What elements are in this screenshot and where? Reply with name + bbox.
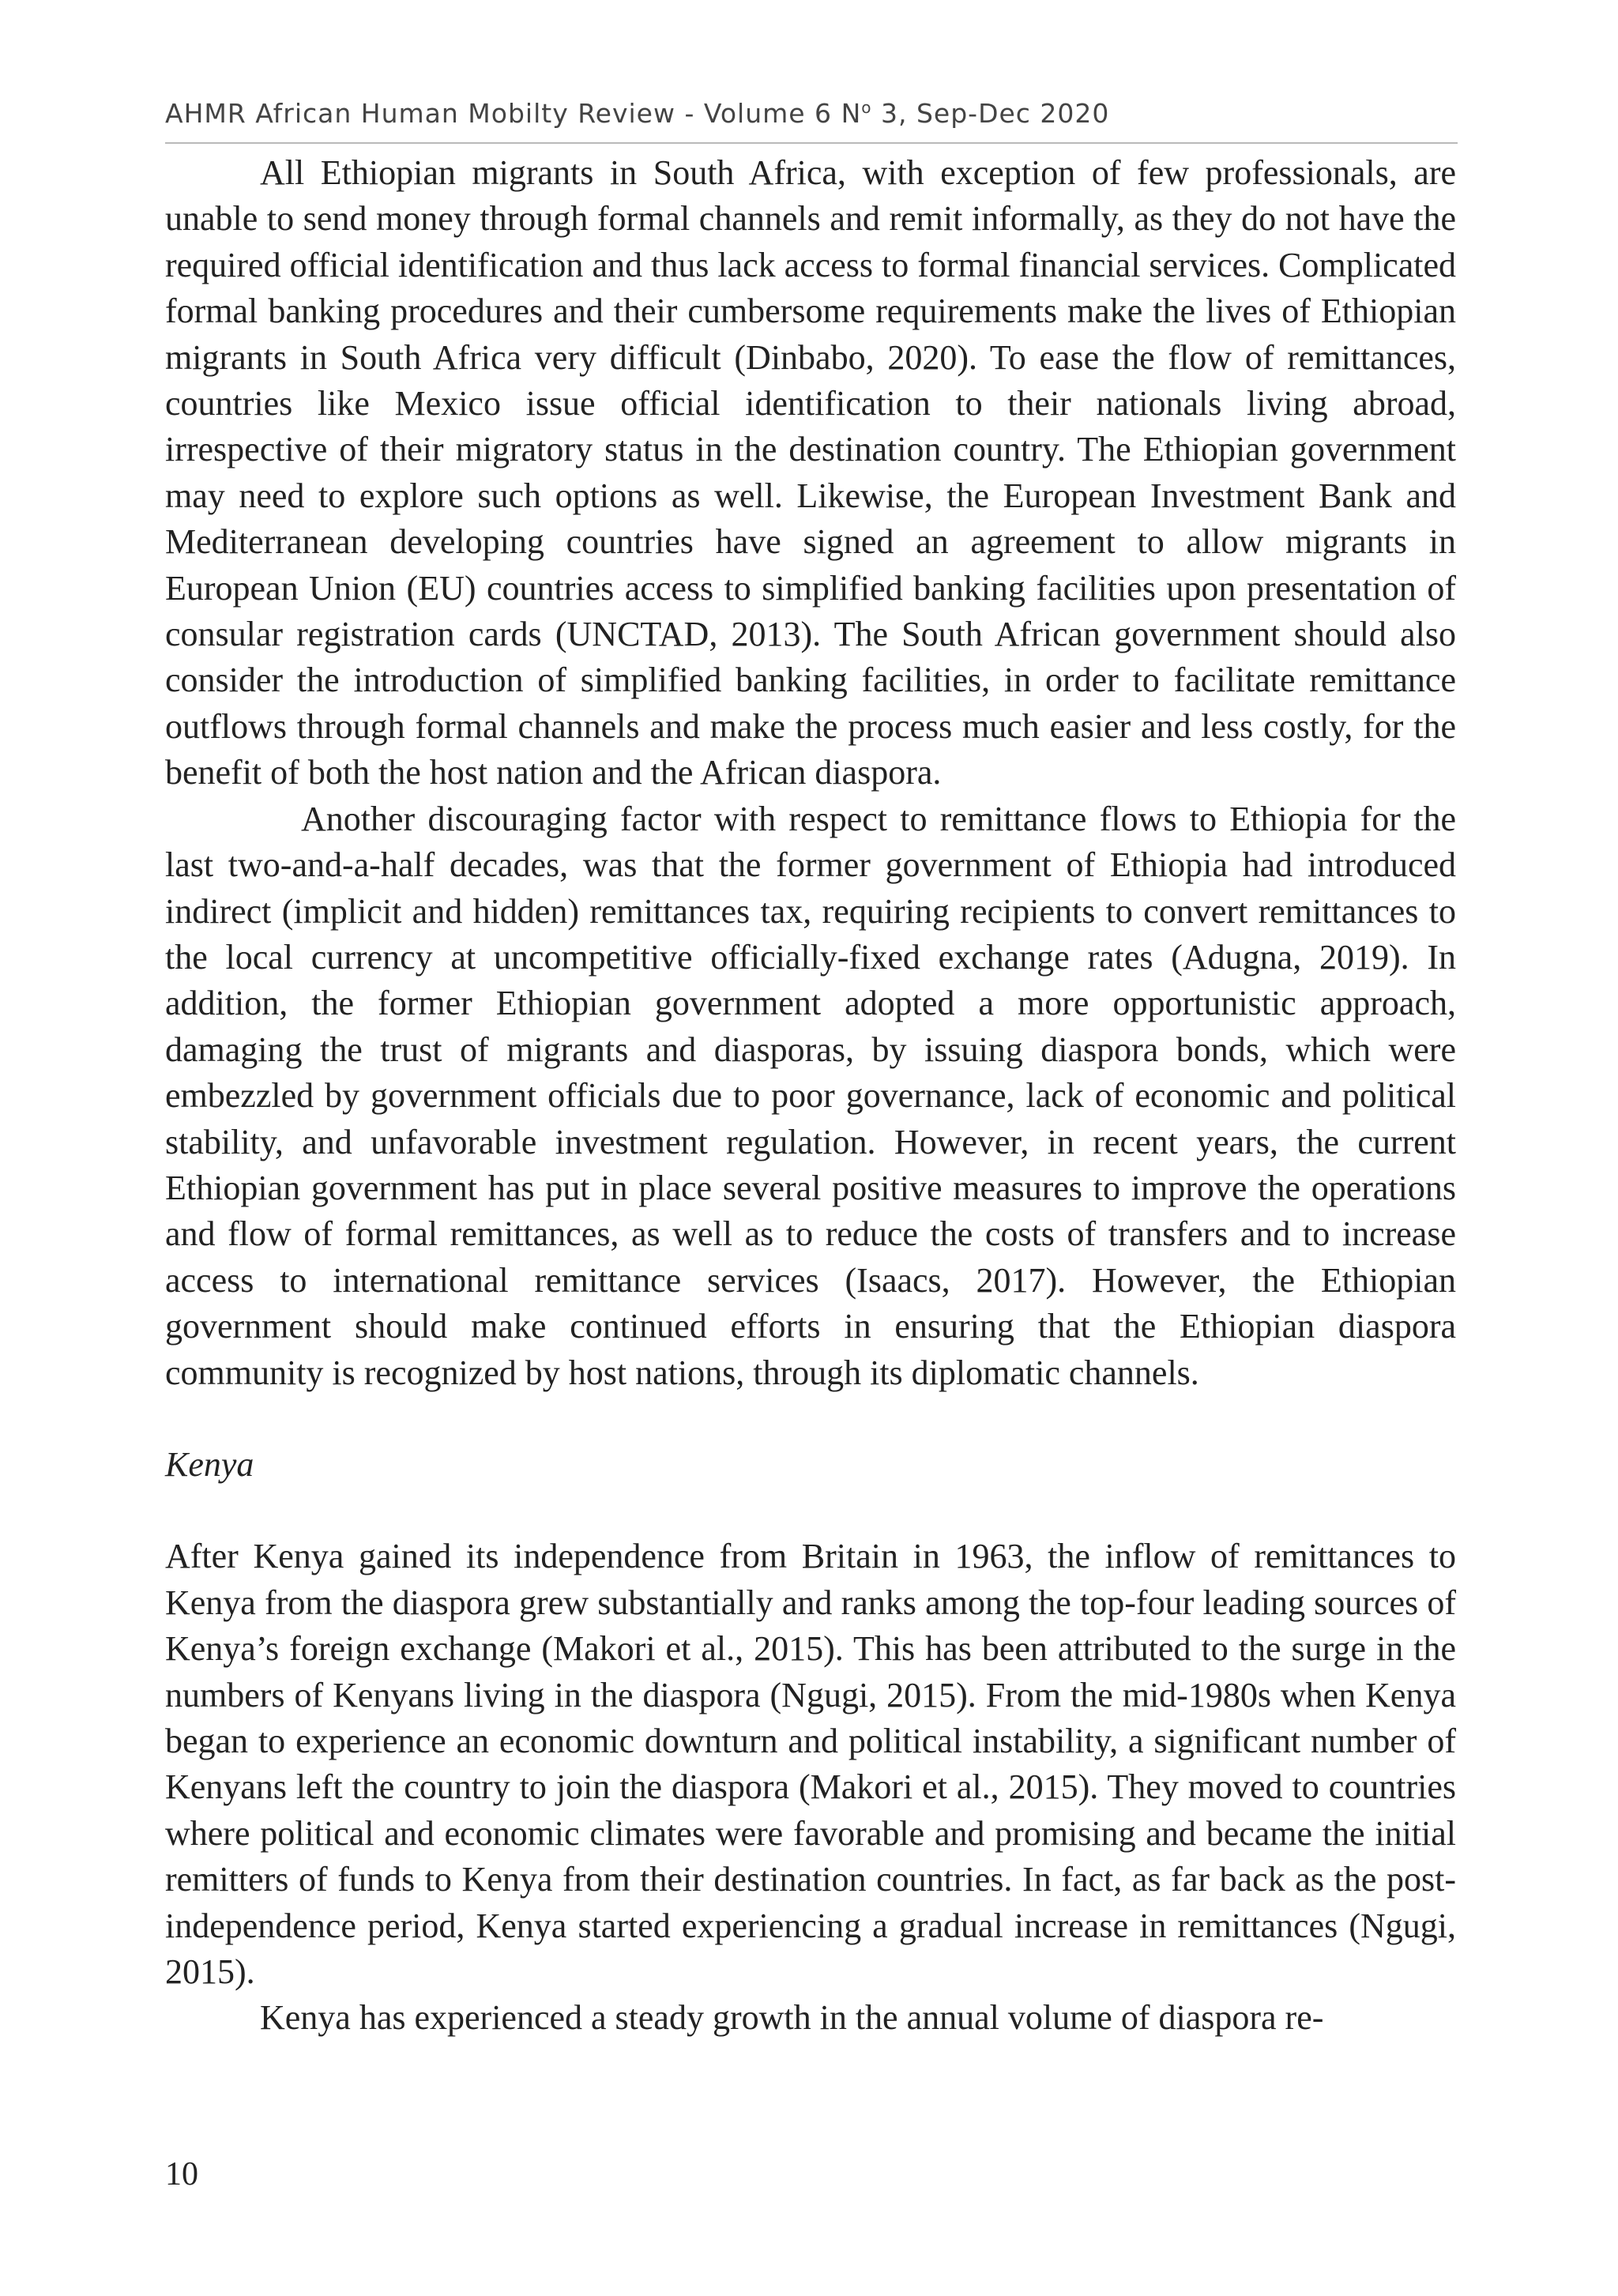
- paragraph-kenya-1: After Kenya gained its independence from Britain in 1963, the inflow of remittances to Kenya from the diaspora grew substantially and ranks among the top-four leading sources of Kenya’s foreign exchange (Makori et al., 2015). This has been attributed to the surge in the numbers of Kenyans living in the diaspora (Ngugi, 2015). From the mid-1980s when Kenya began to experience an economic downturn and political instability, a significant number of Kenyans left the country to join the diaspora (Makori et al., 2015). They moved to countries where political and economic climates were favorable and promising and became the initial remitters of funds to Kenya from their destination countries. In fact, as far back as the post-independence period, Kenya started experiencing a gradual increase in remittances (Ngugi, 2015).: [165, 1537, 1456, 1992]
- page-number: 10: [165, 2156, 198, 2192]
- running-header: [165, 98, 1458, 144]
- number-sign: $N^o$: [841, 98, 872, 129]
- paragraph-kenya-2: Kenya has experienced a steady growth in the annual volume of diaspora re-: [260, 1998, 1324, 2038]
- paragraph-ethiopia-2: Another discouraging factor with respect to remittance flows to Ethiopia for the last two-and-a-half decades, was that the former government of Ethiopia had introduced indirect (implicit and hidden) remittances tax, requiring recipients to convert remittances to the local currency at uncompetitive officially-fixed exchange rates (Adugna, 2019). In addition, the former Ethiopian government adopted a more opportunistic approach, damaging the trust of migrants and diasporas, by issuing diaspora bonds, which were embezzled by government officials due to poor governance, lack of economic and political stability, and unfavorable investment regulation. However, in recent years, the current Ethiopian government has put in place several positive measures to improve the operations and flow of formal remittances, as well as to reduce the costs of transfers and to increase access to international remittance services (Isaacs, 2017). However, the Ethiopian government should make continued efforts in ensuring that the Ethiopian diaspora community is recognized by host nations, through its diplomatic channels.: [165, 799, 1456, 1392]
- journal-title: AHMR African Human Mobilty Review - Volume 6: [165, 98, 833, 129]
- paragraph-ethiopia-1: All Ethiopian migrants in South Africa, with exception of few professionals, are unable to send money through formal channels and remit informally, as they do not have the required official identification and thus lack access to formal financial services. Complicated formal banking procedures and their cumbersome requirements make the lives of Ethiopian migrants in South Africa very difficult (Dinbabo, 2020). To ease the flow of remittances, countries like Mexico issue official identification to their nationals living abroad, irrespective of their migratory status in the destination country. The Ethiopian government may need to explore such options as well. Likewise, the European Investment Bank and Mediterranean developing countries have signed an agreement to allow migrants in European Union (EU) countries access to simplified banking facilities upon presentation of consular registration cards (UNCTAD, 2013). The South African government should also consider the introduction of simplified banking facilities, in order to facilitate remittance outflows through formal channels and make the process much easier and less costly, for the benefit of both the host nation and the African diaspora.: [165, 153, 1456, 792]
- section-heading-kenya: Kenya: [165, 1444, 254, 1484]
- issue-info: 3, Sep-Dec 2020: [881, 98, 1110, 129]
- article-body: [165, 150, 1456, 2042]
